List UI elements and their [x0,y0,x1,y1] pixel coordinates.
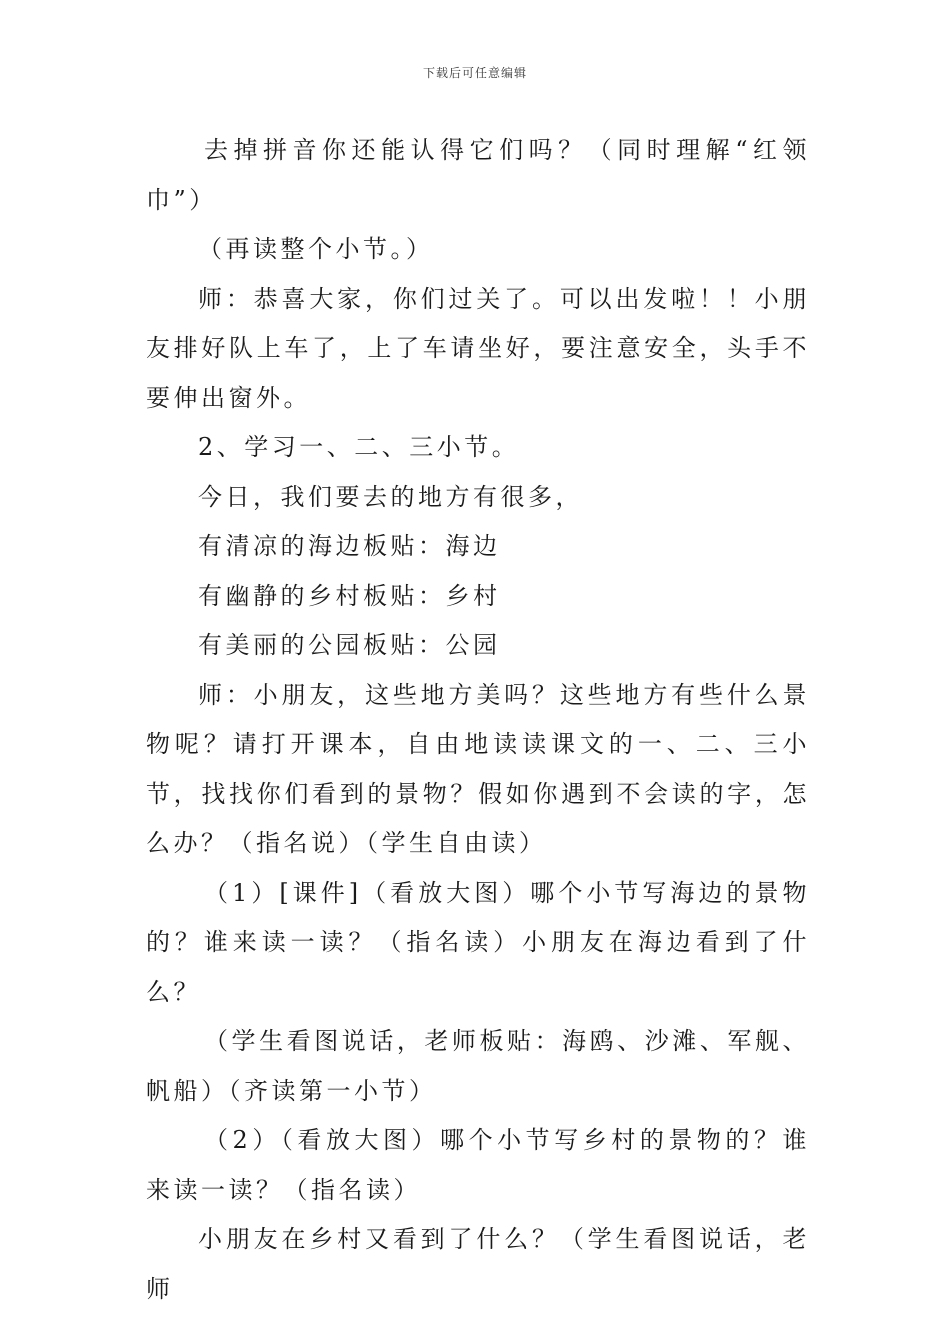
paragraph-4: 2、学习一、二、三小节。 [198,433,520,461]
paragraph-9: 师：小朋友，这些地方美吗？这些地方有些什么景物呢？请打开课本，自由地读读课文的一、二、三小节，找找你们看到的景物？假如你遇到不会读的字，怎么办？（指名说）（学生自由读） [146,680,810,857]
paragraph-3: 师：恭喜大家，你们过关了。可以出发啦！！小朋友排好队上车了，上了车请坐好，要注意安全，头手不要伸出窗外。 [146,284,810,412]
paragraph-11: （学生看图说话，老师板贴：海鸥、沙滩、军舰、帆船）（齐读第一小节） [146,1027,810,1105]
paragraph-12: （2）（看放大图）哪个小节写乡村的景物的？谁来读一读？（指名读） [146,1126,810,1204]
paragraph-13: 小朋友在乡村又看到了什么？（学生看图说话，老师 [146,1225,810,1303]
paragraph-5: 今日，我们要去的地方有很多， [198,482,583,511]
paragraph-7: 有幽静的乡村板贴：乡村 [198,581,501,610]
paragraph-8: 有美丽的公园板贴：公园 [198,631,501,659]
paragraph-10: （1）[课件]（看放大图）哪个小节写海边的景物的？谁来读一读？（指名读）小朋友在海边看到了什么？ [146,878,810,1006]
page-header: 下载后可任意编辑 [422,66,527,80]
paragraph-2: （再读整个小节。） [198,235,434,263]
document-body [146,126,810,1314]
paragraph-6: 有清凉的海边板贴：海边 [198,532,501,560]
paragraph-1: 去掉拼音你还能认得它们吗？（同时理解“红领巾”） [146,136,810,214]
